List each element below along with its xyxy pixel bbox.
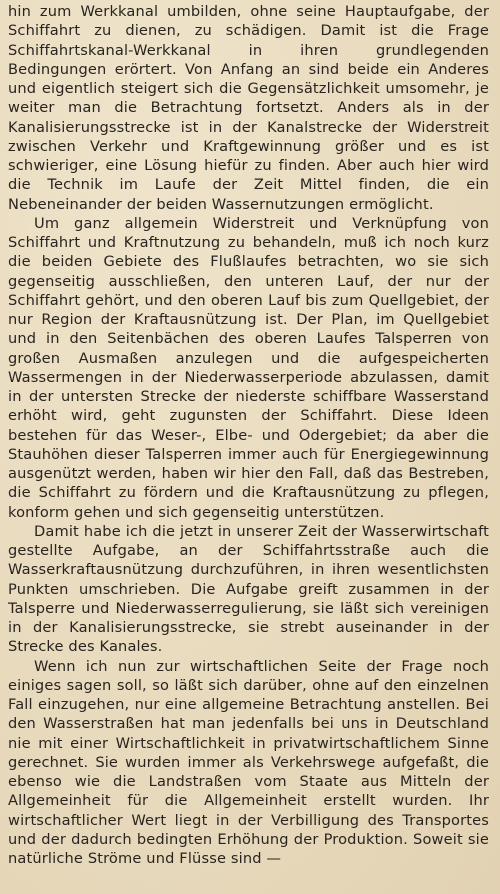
paragraph-2: Um ganz allgemein Widerstreit und Verknüpfung von Schiffahrt und Kraftnutzung zu behandeln, muß ich noch kurz die beiden Gebiete des Flußlaufes betrachten, wo sie sich gegenseitig ausschließen, den unteren Lauf, der nur der Schiffahrt gehört, und den oberen Lauf bis zum Quellgebiet, der nur Region der Kraftausnützung ist. Der Plan, im Quellgebiet und in den Seitenbächen des oberen Laufes Talsperren von großen Ausmaßen anzulegen und die aufgespeicherten Wassermengen in der Niederwasserperiode abzulassen, damit in der untersten Strecke der niederste schiffbare Wasserstand erhöht wird, geht zugunsten der Schiffahrt. Diese Ideen bestehen für das Weser-, Elbe- und Odergebiet; da aber die Stauhöhen dieser Talsperren immer auch für Energiegewinnung ausgenützt werden, haben wir hier den Fall, daß das Bestreben, die Schiffahrt zu fördern und die Kraftausnützung zu pflegen, konform gehen und sich gegenseitig unterstützen. <box>8 214 489 521</box>
paragraph-4: Wenn ich nun zur wirtschaftlichen Seite der Frage noch einiges sagen soll, so läßt sich darüber, ohne auf den einzelnen Fall einzugehen, nur eine allgemeine Betrachtung anstellen. Bei den Wasserstraßen hat man jedenfalls bei uns in Deutschland nie mit einer Wirtschaftlichkeit in privatwirtschaftlichem Sinne gerechnet. Sie wurden immer als Verkehrswege aufgefaßt, die ebenso wie die Landstraßen vom Staate aus Mitteln der Allgemeinheit für die Allgemeinheit erstellt wurden. Ihr wirtschaftlicher Wert liegt in der Verbilligung des Transportes und der dadurch bedingten Erhöhung der Produktion. Soweit sie natürliche Ströme und Flüsse sind — <box>8 657 489 867</box>
paragraph-3: Damit habe ich die jetzt in unserer Zeit der Wasserwirtschaft gestellte Aufgabe, an der Schiffahrtsstraße auch die Wasserkraftausnützung durchzuführen, in ihren wesentlichsten Punkten umschrieben. Die Aufgabe greift zusammen in der Talsperre und Niederwasserregulierung, sie läßt sich vereinigen in der Kanalisierungsstrecke, sie strebt auseinander in der Strecke des Kanales. <box>8 522 489 656</box>
paragraph-1: hin zum Werkkanal umbilden, ohne seine Hauptaufgabe, der Schiffahrt zu dienen, zu schädigen. Damit ist die Frage Schiffahrtskanal-Werkkanal in ihren grundlegenden Bedingungen erörtert. Von Anfang an sind beide ein Anderes und eigentlich steigert sich die Gegensätzlichkeit umsomehr, je weiter man die Betrachtung fortsetzt. Anders als in der Kanalisierungsstrecke ist in der Kanalstrecke der Widerstreit zwischen Verkehr und Kraftgewinnung größer und es ist schwieriger, eine Lösung hiefür zu finden. Aber auch hier wird die Technik im Laufe der Zeit Mittel finden, die ein Nebeneinander der beiden Wassernutzungen ermöglicht. <box>8 3 489 213</box>
